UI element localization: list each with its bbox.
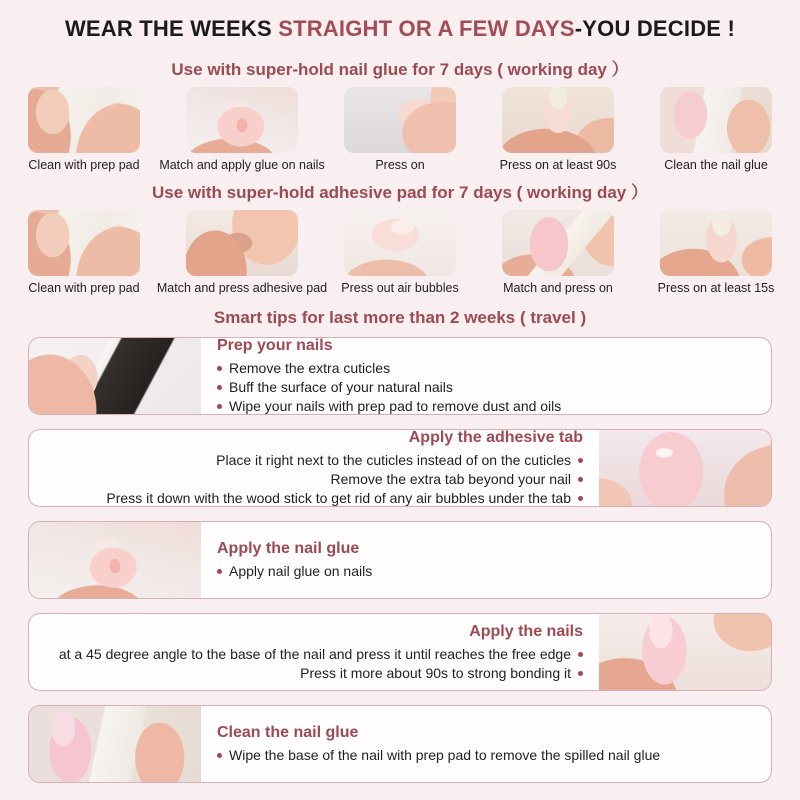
tip-bullet-text: Apply nail glue on nails <box>229 563 373 579</box>
step-caption: Press on at least 15s <box>657 281 775 295</box>
tip-bullet-text: Press it down with the wood stick to get rid of any air bubbles under the tab <box>106 490 571 506</box>
page-title-suffix: -YOU DECIDE ! <box>574 16 736 41</box>
tip-card-body <box>29 430 599 506</box>
tip-bullet <box>217 378 755 397</box>
page-title-highlight: STRAIGHT OR A FEW DAYS <box>278 16 575 41</box>
step-item <box>341 210 459 296</box>
tip-bullet-text: Wipe the base of the nail with prep pad to remove the spilled nail glue <box>229 747 661 763</box>
photo-apply-glue-on-nails <box>186 87 298 153</box>
bullet-dot-icon <box>217 753 222 758</box>
tip-card-apply-adhesive-tab <box>28 429 772 507</box>
tip-card-prep-your-nails <box>28 337 772 415</box>
tip-card-body <box>201 522 771 598</box>
tip-card-body <box>201 706 771 782</box>
tip-bullet <box>331 470 583 489</box>
step-item <box>159 87 325 173</box>
tip-bullet <box>217 562 755 581</box>
photo-press-on <box>344 87 456 153</box>
step-caption: Match and press adhesive pad <box>156 281 328 295</box>
photo-match-and-press-on <box>502 210 614 276</box>
bullet-dot-icon <box>578 652 583 657</box>
step-caption: Press on at least 90s <box>499 158 617 172</box>
photo-nail-file <box>29 338 201 414</box>
photo-nail-glue-drop <box>29 522 201 598</box>
tip-card-title: Clean the nail glue <box>217 724 359 741</box>
tip-bullet <box>217 746 755 765</box>
step-item <box>344 87 456 173</box>
page-title-prefix: WEAR THE WEEKS <box>64 16 279 41</box>
step-caption: Press out air bubbles <box>341 281 459 295</box>
tip-card-clean-nail-glue <box>28 705 772 783</box>
step-caption: Clean with prep pad <box>28 281 140 295</box>
step-caption: Match and apply glue on nails <box>159 158 325 172</box>
step-item <box>28 87 140 173</box>
tip-bullet <box>300 664 583 683</box>
step-item <box>660 87 772 173</box>
step-caption: Match and press on <box>503 281 613 295</box>
tip-bullet <box>217 359 755 378</box>
photo-press-adhesive-pad <box>186 210 298 276</box>
photo-adhesive-tab-nail <box>599 430 771 506</box>
tip-card-body <box>201 338 771 414</box>
tip-card-title: Prep your nails <box>217 337 333 354</box>
step-item <box>499 87 617 173</box>
step-caption: Clean with prep pad <box>28 158 140 172</box>
step-item <box>156 210 328 296</box>
tip-bullet-text: Place it right next to the cuticles instead of on the cuticles <box>216 452 571 468</box>
tip-bullet-text: Wipe your nails with prep pad to remove dust and oils <box>229 398 562 414</box>
tip-bullet-text: Remove the extra tab beyond your nail <box>330 471 571 487</box>
steps-row-nail-glue <box>0 87 800 173</box>
tip-bullet-text: at a 45 degree angle to the base of the nail and press it until reaches the free edge <box>58 645 571 662</box>
page-title <box>0 0 800 42</box>
tip-bullet <box>217 397 755 415</box>
bullet-dot-icon <box>578 496 583 501</box>
tip-card-body <box>29 614 599 690</box>
step-caption: Press on <box>375 158 425 172</box>
tip-bullet-text: Press it more about 90s to strong bonding it <box>300 664 571 681</box>
bullet-dot-icon <box>578 458 583 463</box>
photo-clean-with-prep-pad <box>28 210 140 276</box>
tip-card-apply-nail-glue <box>28 521 772 599</box>
photo-clean-with-prep-pad <box>28 87 140 153</box>
bullet-dot-icon <box>217 569 222 574</box>
bullet-dot-icon <box>217 404 222 409</box>
section-title-smart-tips: Smart tips for last more than 2 weeks ( travel ) <box>213 308 587 327</box>
step-caption: Clean the nail glue <box>664 158 768 172</box>
photo-apply-press-on-nail <box>599 614 771 690</box>
tip-card-title: Apply the nails <box>469 622 583 640</box>
tip-bullet <box>59 645 583 664</box>
tip-bullet <box>216 451 583 470</box>
steps-row-adhesive-pad <box>0 210 800 296</box>
section-title-nail-glue: Use with super-hold nail glue for 7 days ( working day ） <box>171 60 629 79</box>
tip-bullet-text: Buff the surface of your natural nails <box>229 379 453 395</box>
bullet-dot-icon <box>578 671 583 676</box>
section-title-adhesive-pad: Use with super-hold adhesive pad for 7 days ( working day ） <box>152 183 648 202</box>
bullet-dot-icon <box>217 366 222 371</box>
photo-press-on-90s <box>502 87 614 153</box>
tip-bullet-text: Remove the extra cuticles <box>229 360 391 376</box>
step-item <box>28 210 140 296</box>
bullet-dot-icon <box>578 477 583 482</box>
tip-card-apply-the-nails <box>28 613 772 691</box>
tip-card-title: Apply the nail glue <box>217 540 360 557</box>
photo-press-out-air-bubbles <box>344 210 456 276</box>
photo-clean-the-nail-glue <box>660 87 772 153</box>
tip-card-title: Apply the adhesive tab <box>408 429 583 446</box>
tip-bullet <box>106 489 583 507</box>
photo-clean-nails-with-pad <box>29 706 201 782</box>
photo-press-on-15s <box>660 210 772 276</box>
step-item <box>657 210 775 296</box>
bullet-dot-icon <box>217 385 222 390</box>
step-item <box>502 210 614 296</box>
